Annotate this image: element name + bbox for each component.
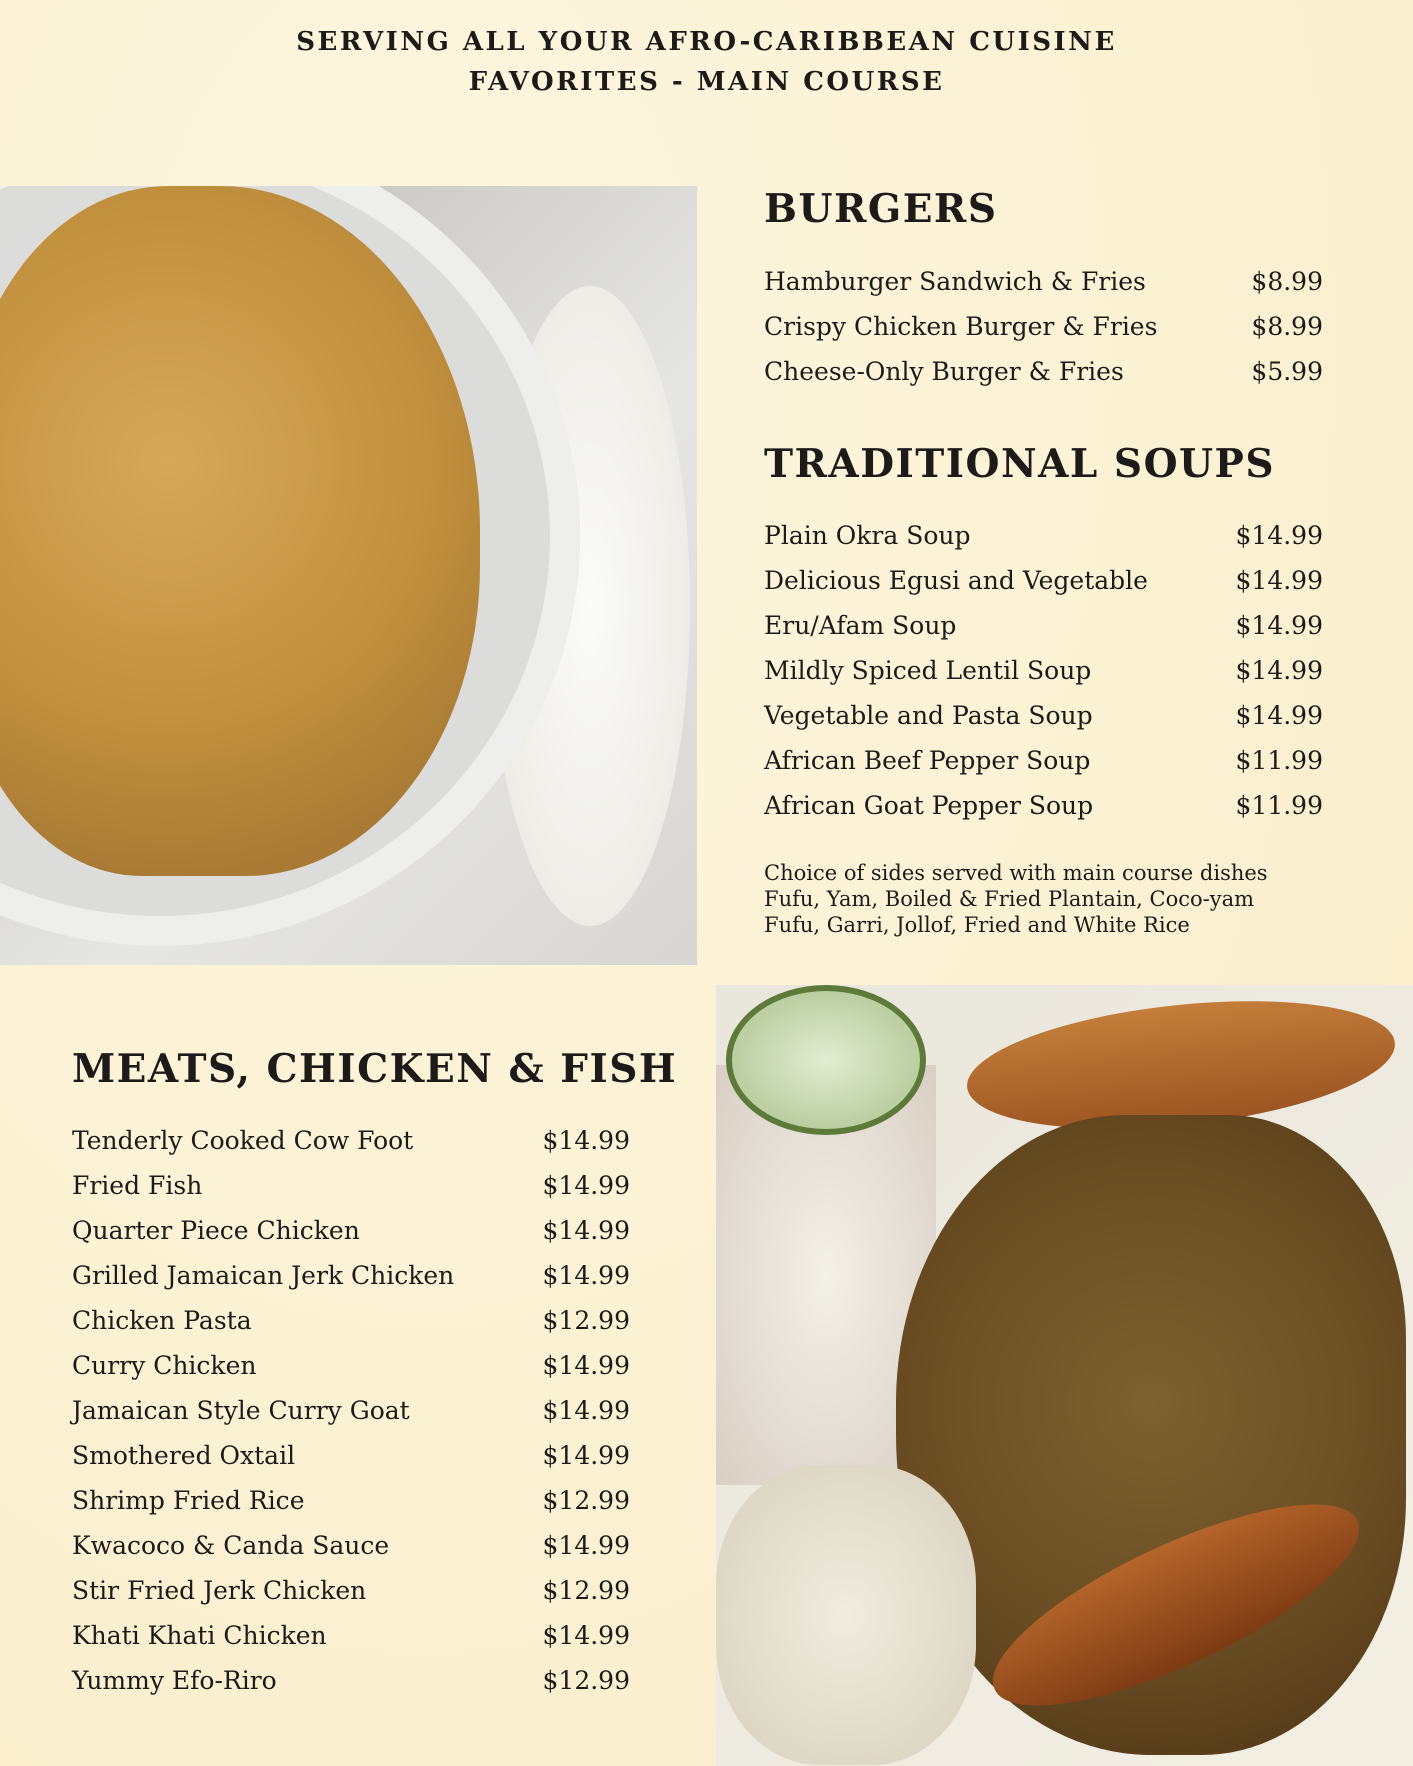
soups-heading: TRADITIONAL SOUPS bbox=[764, 441, 1276, 487]
egusi-fufu-photo bbox=[0, 186, 697, 965]
menu-item-name: Mildly Spiced Lentil Soup bbox=[764, 656, 1092, 685]
menu-item-name: Curry Chicken bbox=[72, 1351, 257, 1380]
meats-heading: MEATS, CHICKEN & FISH bbox=[72, 1046, 678, 1092]
menu-item-price: $12.99 bbox=[542, 1486, 630, 1515]
menu-item bbox=[764, 746, 1323, 775]
menu-item-price: $14.99 bbox=[542, 1216, 630, 1245]
menu-item bbox=[764, 791, 1323, 820]
menu-item-name: African Goat Pepper Soup bbox=[764, 791, 1094, 820]
menu-item-name: Yummy Efo-Riro bbox=[72, 1666, 277, 1695]
menu-item-price: $12.99 bbox=[542, 1576, 630, 1605]
menu-item bbox=[72, 1441, 630, 1470]
menu-item-name: African Beef Pepper Soup bbox=[764, 746, 1091, 775]
menu-item-name: Crispy Chicken Burger & Fries bbox=[764, 312, 1158, 341]
menu-item-price: $14.99 bbox=[1235, 611, 1323, 640]
menu-item-price: $14.99 bbox=[542, 1261, 630, 1290]
menu-title-line1: SERVING ALL YOUR AFRO-CARIBBEAN CUISINE bbox=[296, 27, 1117, 57]
menu-item-name: Eru/Afam Soup bbox=[764, 611, 957, 640]
menu-item bbox=[764, 312, 1323, 341]
menu-item bbox=[72, 1621, 630, 1650]
sides-note-line: Fufu, Garri, Jollof, Fried and White Rice bbox=[764, 913, 1190, 937]
menu-item bbox=[764, 267, 1323, 296]
menu-item-price: $8.99 bbox=[1251, 312, 1323, 341]
menu-item bbox=[764, 701, 1323, 730]
menu-title-line2: FAVORITES - MAIN COURSE bbox=[468, 67, 945, 97]
menu-item bbox=[764, 521, 1323, 550]
menu-item bbox=[764, 566, 1323, 595]
menu-item-name: Jamaican Style Curry Goat bbox=[72, 1396, 410, 1425]
menu-item bbox=[72, 1666, 630, 1695]
menu-item-name: Delicious Egusi and Vegetable bbox=[764, 566, 1148, 595]
menu-item bbox=[72, 1486, 630, 1515]
menu-item-price: $14.99 bbox=[542, 1171, 630, 1200]
menu-item bbox=[72, 1351, 630, 1380]
menu-item-price: $12.99 bbox=[542, 1666, 630, 1695]
menu-item bbox=[72, 1216, 630, 1245]
menu-item-name: Plain Okra Soup bbox=[764, 521, 971, 550]
menu-title bbox=[0, 22, 1413, 102]
menu-item-name: Stir Fried Jerk Chicken bbox=[72, 1576, 367, 1605]
menu-item-price: $5.99 bbox=[1251, 357, 1323, 386]
menu-item-name: Tenderly Cooked Cow Foot bbox=[72, 1126, 414, 1155]
menu-item-name: Smothered Oxtail bbox=[72, 1441, 296, 1470]
menu-item-price: $11.99 bbox=[1235, 791, 1323, 820]
sides-note-line: Choice of sides served with main course dishes bbox=[764, 861, 1268, 885]
menu-item-name: Kwacoco & Canda Sauce bbox=[72, 1531, 390, 1560]
menu-item bbox=[764, 656, 1323, 685]
menu-item bbox=[764, 357, 1323, 386]
menu-item-price: $14.99 bbox=[542, 1126, 630, 1155]
menu-item bbox=[72, 1126, 630, 1155]
menu-item-price: $14.99 bbox=[542, 1621, 630, 1650]
menu-item bbox=[764, 611, 1323, 640]
menu-item-name: Cheese-Only Burger & Fries bbox=[764, 357, 1124, 386]
menu-item bbox=[72, 1261, 630, 1290]
menu-item bbox=[72, 1531, 630, 1560]
menu-item bbox=[72, 1576, 630, 1605]
menu-item bbox=[72, 1396, 630, 1425]
menu-item-name: Fried Fish bbox=[72, 1171, 203, 1200]
menu-item-price: $14.99 bbox=[1235, 701, 1323, 730]
sides-note bbox=[764, 860, 1324, 938]
menu-item-price: $14.99 bbox=[542, 1441, 630, 1470]
menu-item-name: Khati Khati Chicken bbox=[72, 1621, 327, 1650]
menu-item-price: $11.99 bbox=[1235, 746, 1323, 775]
menu-item-name: Vegetable and Pasta Soup bbox=[764, 701, 1093, 730]
menu-item-name: Grilled Jamaican Jerk Chicken bbox=[72, 1261, 455, 1290]
burgers-heading: BURGERS bbox=[764, 186, 998, 232]
menu-item-price: $14.99 bbox=[1235, 566, 1323, 595]
curry-goat-plate-photo bbox=[716, 985, 1413, 1766]
menu-item-price: $12.99 bbox=[542, 1306, 630, 1335]
sides-note-line: Fufu, Yam, Boiled & Fried Plantain, Coco-yam bbox=[764, 887, 1255, 911]
menu-item-price: $14.99 bbox=[542, 1396, 630, 1425]
menu-item-name: Quarter Piece Chicken bbox=[72, 1216, 360, 1245]
menu-item-price: $14.99 bbox=[542, 1351, 630, 1380]
menu-item-price: $14.99 bbox=[1235, 656, 1323, 685]
menu-item-price: $8.99 bbox=[1251, 267, 1323, 296]
menu-item-price: $14.99 bbox=[542, 1531, 630, 1560]
menu-item-name: Chicken Pasta bbox=[72, 1306, 252, 1335]
menu-item bbox=[72, 1171, 630, 1200]
menu-item-name: Shrimp Fried Rice bbox=[72, 1486, 305, 1515]
menu-item-name: Hamburger Sandwich & Fries bbox=[764, 267, 1146, 296]
menu-item-price: $14.99 bbox=[1235, 521, 1323, 550]
menu-item bbox=[72, 1306, 630, 1335]
